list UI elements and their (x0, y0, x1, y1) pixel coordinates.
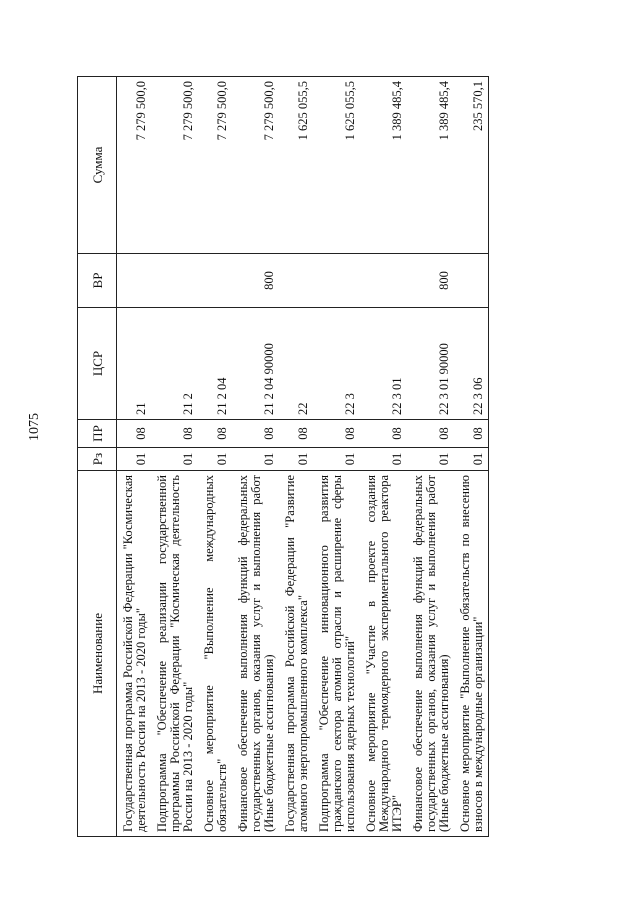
header-sum: Сумма (78, 77, 117, 254)
row-pr: 08 (407, 420, 454, 448)
row-vr (279, 254, 313, 308)
row-pr: 08 (151, 420, 198, 448)
row-csr: 22 (279, 308, 313, 420)
row-csr: 22 3 (313, 308, 360, 420)
table-header-row (78, 77, 117, 837)
table-row (232, 77, 279, 837)
row-pr: 08 (360, 420, 407, 448)
row-vr (117, 254, 152, 308)
table-row (279, 77, 313, 837)
table-row (454, 77, 489, 837)
row-sum: 7 279 500,0 (117, 77, 152, 254)
row-name: Подпрограмма "Обеспечение реализации государственной программы Российской Федерации "Космическая деятельность России на 2013 - 2020 годы" (151, 471, 198, 837)
row-vr (198, 254, 232, 308)
row-sum: 1 389 485,4 (407, 77, 454, 254)
row-vr: 800 (407, 254, 454, 308)
row-pr: 08 (198, 420, 232, 448)
row-pr: 08 (313, 420, 360, 448)
row-pr: 08 (279, 420, 313, 448)
table-row (360, 77, 407, 837)
header-rz: Рз (78, 448, 117, 471)
table-row (407, 77, 454, 837)
table-row (117, 77, 152, 837)
table-row (313, 77, 360, 837)
row-rz: 01 (279, 448, 313, 471)
row-sum: 7 279 500,0 (232, 77, 279, 254)
row-rz: 01 (454, 448, 489, 471)
row-sum: 1 389 485,4 (360, 77, 407, 254)
row-sum: 235 570,1 (454, 77, 489, 254)
row-sum: 1 625 055,5 (279, 77, 313, 254)
row-vr (313, 254, 360, 308)
header-csr: ЦСР (78, 308, 117, 420)
row-pr: 08 (232, 420, 279, 448)
row-csr: 22 3 01 (360, 308, 407, 420)
table-row (198, 77, 232, 837)
row-pr: 08 (454, 420, 489, 448)
header-pr: ПР (78, 420, 117, 448)
row-sum: 7 279 500,0 (198, 77, 232, 254)
row-name: Финансовое обеспечение выполнения функций федеральных государственных органов, оказания услуг и выполнения работ (Иные бюджетные ассигнования) (407, 471, 454, 837)
row-csr: 22 3 01 90000 (407, 308, 454, 420)
row-rz: 01 (360, 448, 407, 471)
budget-table (77, 76, 489, 837)
row-sum: 1 625 055,5 (313, 77, 360, 254)
row-rz: 01 (151, 448, 198, 471)
rotated-page-content (77, 77, 617, 837)
header-vr: ВР (78, 254, 117, 308)
row-csr: 21 (117, 308, 152, 420)
row-rz: 01 (313, 448, 360, 471)
row-rz: 01 (198, 448, 232, 471)
row-csr: 21 2 04 (198, 308, 232, 420)
row-name: Государственная программа Российской Федерации "Развитие атомного энергопромышленного комплекса" (279, 471, 313, 837)
row-name: Основное мероприятие "Выполнение международных обязательств" (198, 471, 232, 837)
row-pr: 08 (117, 420, 152, 448)
row-vr (360, 254, 407, 308)
row-csr: 21 2 04 90000 (232, 308, 279, 420)
row-csr: 21 2 (151, 308, 198, 420)
row-rz: 01 (232, 448, 279, 471)
row-name: Основное мероприятие "Выполнение обязательств по внесению взносов в международные организации" (454, 471, 489, 837)
row-name: Основное мероприятие "Участие в проекте создания Международного термоядерного экспериментального реактора ИТЭР" (360, 471, 407, 837)
header-name: Наименование (78, 471, 117, 837)
row-csr: 22 3 06 (454, 308, 489, 420)
row-name: Государственная программа Российской Федерации "Космическая деятельность России на 2013 - 2020 годы" (117, 471, 152, 837)
row-rz: 01 (407, 448, 454, 471)
row-name: Финансовое обеспечение выполнения функций федеральных государственных органов, оказания услуг и выполнения работ (Иные бюджетные ассигнования) (232, 471, 279, 837)
row-rz: 01 (117, 448, 152, 471)
table-row (151, 77, 198, 837)
page-number: 1075 (27, 413, 42, 441)
row-vr: 800 (232, 254, 279, 308)
row-vr (151, 254, 198, 308)
row-name: Подпрограмма "Обеспечение инновационного развития гражданского сектора атомной отрасли и расширение сферы использования ядерных технологий" (313, 471, 360, 837)
row-vr (454, 254, 489, 308)
row-sum: 7 279 500,0 (151, 77, 198, 254)
